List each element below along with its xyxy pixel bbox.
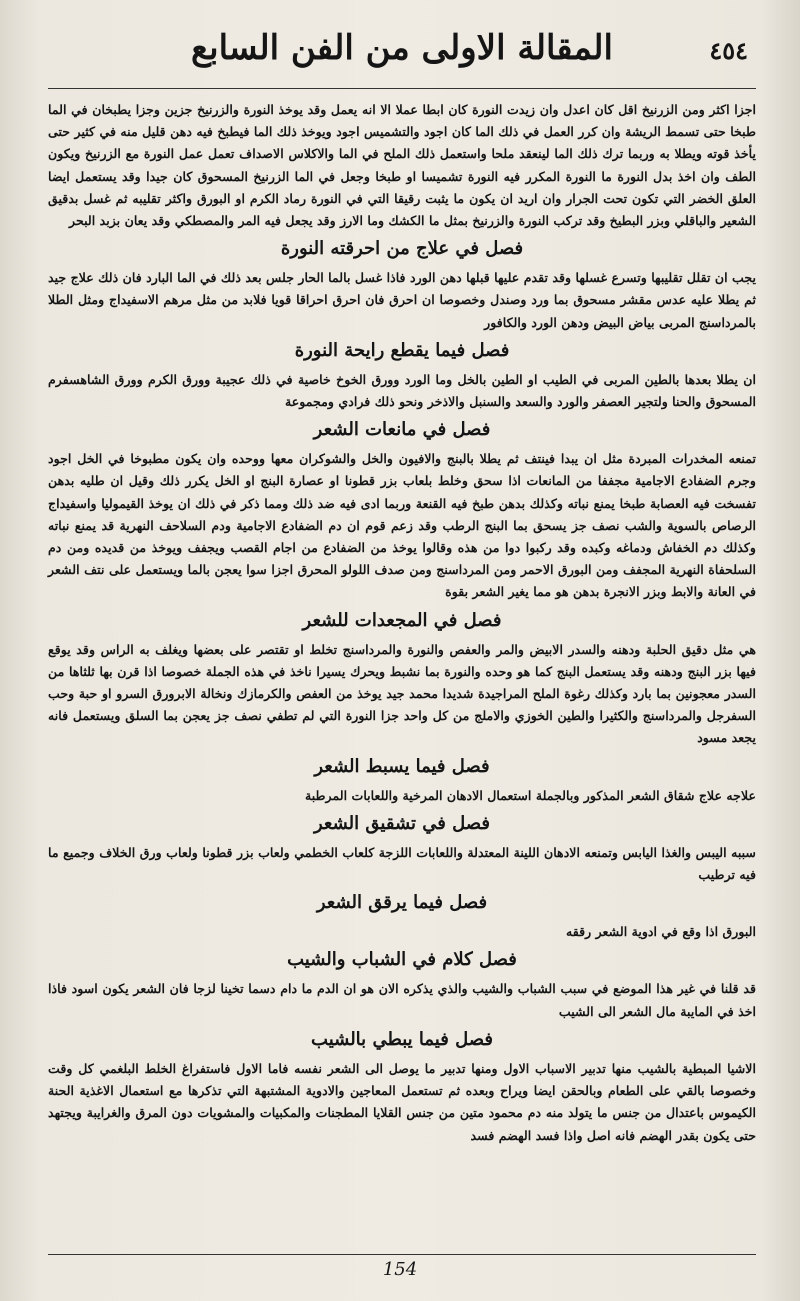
- body-paragraph: الاشيا المبطية بالشيب منها تدبير الاسباب الاول ومنها تدبير ما يوصل الى الشعر نفسه فاما الاول فاستفراغ الخلط البلغمي كل وقت وخصوصا بالقي على الطعام وبالحقن ايضا ويراح وبعده ثم تستعمل المعاجين والادوية المشتبهة التي تذكرها مع استعمال الاغذية الحنة الكيموس باعتدال من جنس ما يتولد منه دم محمود متين من جنس القلايا المطجنات والمكبيات والمشويات دون المرق والغرايبة ويجتهد حتى يكون بقدر الهضم فانه اصل واذا فسد الهضم فسد: [48, 1060, 756, 1143]
- section-heading: فصل في المجعدات للشعر: [302, 609, 502, 631]
- body-paragraph: قد قلنا في غير هذا الموضع في سبب الشباب والشيب والذي يذكره الان هو ان الدم ما دام دسما تخينا لزجا فان الشعر يكون اسود فاذا اخذ في المايبة مال الشعر الى الشيب: [48, 981, 756, 1019]
- body-paragraph: علاجه علاج شقاق الشعر المذكور وبالجملة استعمال الادهان المرخية واللعابات المرطبة: [304, 787, 756, 803]
- running-title: المقالة الاولى من الفن السابع: [191, 28, 613, 68]
- page-header: [48, 10, 756, 89]
- section-heading: فصل كلام في الشباب والشيب: [287, 949, 517, 971]
- body-paragraph: سببه اليبس والغذا اليابس وتمنعه الادهان اللينة المعتدلة واللعابات اللزجة كلعاب الخطمي ولعاب بزر قطونا ولعاب ورق الخلاف وجميع ما فيه ترطيب: [48, 844, 756, 883]
- body-paragraph: ان يطلا بعدها بالطين المربى في الطيب او الطين بالخل وما الورد وورق الخوخ خاصية في ذلك عجيبة وورق الكرم وورق الشاهسفرم المسحوق والحنا ولتجير العصفر والورد والسعد والسنبل والاذخر ونحو ذلك فرادي ومجموعة: [48, 371, 756, 410]
- section-heading: فصل فيما يرقق الشعر: [316, 892, 488, 914]
- body-paragraph: البورق اذا وقع في ادوية الشعر رققه: [566, 924, 756, 940]
- section-heading: فصل فيما يبطي بالشيب: [311, 1028, 493, 1050]
- page-body: [48, 99, 756, 1147]
- section-heading: فصل في علاج من احرقته النورة: [280, 238, 524, 260]
- body-paragraph: هي مثل دقيق الحلبة ودهنه والسدر الابيض والمر والعفص والنورة والمرداسنج تخلط او تقتصر على بعضها ويغلف به الراس وقد يوقع فيها بزر البنج ودهنه وقد يستعمل البنج كما هو وحده والنورة بما نشبط ويحرك يسيرا ناخذ في هذه الجملة خصوصا اذا قرن بها ثلثاها من السدر معجونين بما بارد وكذلك رغوة الملح المراجيدة شديدا محمد جيد يوخذ من العفص والكرمازك ونخالة الابرورق السرو او حبة وحب السفرجل والمرداسنج والكثيرا والطين الخوزي والاملج من كل واحد جزا النورة التي لم تطفي نصف جز يعجن بما السلق ويستعمل فانه يجعد مسود: [48, 641, 756, 746]
- body-paragraph: يجب ان تقلل تقليبها وتسرع غسلها وقد تقدم عليها قبلها دهن الورد فاذا غسل بالما الحار جلس بعد ذلك في الما البارد فان ذلك علاج جيد ثم يطلا عليه عدس مقشر مسحوق بما ورد وصندل وخصوصا ان احرق فان احرق احراقا قويا فلابد من مثل مرهم الاسفيداج ومثل الطلا بالمرداسنج المربى بياض البيض ودهن الورد والكافور: [48, 270, 756, 330]
- section-heading: فصل فيما يسبط الشعر: [314, 755, 490, 777]
- page-number-bottom: 154: [382, 1259, 418, 1280]
- footer-rule: [48, 1254, 756, 1255]
- section-heading: فصل فيما يقطع رايحة النورة: [294, 339, 510, 361]
- page-number-top: ٤٥٤: [709, 36, 748, 65]
- section-heading: فصل في مانعات الشعر: [313, 419, 491, 441]
- body-paragraph: تمنعه المخدرات المبردة مثل ان يبدا فينتف ثم يطلا بالبنج والافيون والخل والشوكران معها ووحده وان يكون مطبوخا في الخل اجود وجرم الضفادع الاجامية مجففا من المانعات اذا سحق وخلط بلعاب بزر قطونا او عصارة البنج او الخل يكرر ذلك وقيل ان طليه بدهن تفسخت فيه العصابة طبخا يمنع نباته وكذلك بدهن طبخ فيه القنعة وربما ادى فيه ضد ذلك ومما ذكر في ذلك ان يوخذ القيموليا واسفيداج الرصاص بالسوية والشب نصف جز يسحق بما البنج الرطب وقد زعم قوم ان دم الضفادع الاجامية ودم السلاحف النهرية قد يمنع نباته وكذلك دم الخفاش ودماغه وكبده وقد ركبوا دوا من هذه وقالوا يوخذ من الضفادع من اجام القصب ويجفف ويوخذ من قديده ومن دم السلحفاة النهرية المجفف ومن البورق الاحمر ومن المرداسنج ومن صدف اللولو المحرق اجزا سوا يعجن بالما ويستعمل على نتف الشعر في العانة والابط وبزر الانجرة بدهن هو مما يغير الشعر بقوة: [48, 451, 756, 600]
- body-paragraph: اجزا اكثر ومن الزرنيخ اقل كان اعدل وان زيدت النورة كان ابطا عملا الا انه يعمل وقد يوخذ النورة والزرنيخ جزين وجزا يطبخان في الما طبخا حتى تسمط الريشة وان كرر العمل في ذلك الما كان اجود والتشميس اجود ويوخذ ذلك الما فيطبخ فيه دهن قليل منه في كثير حتى يأخذ قوته ويطلا به وربما ترك ذلك الما لينعقد ملحا واستعمل ذلك الملح في الما والاكلاس الاصداف تعمل عمل النورة مع الزرنيخ ويكون الطف وان اخذ بدل النورة ما النورة المكرر فيه النورة تشميسا او طبخا وجعل في الما الزرنيخ المسحوق كان جيدا وقد يستعمل ايضا العلق الخضر التي تكون تحت الجرار وان اريد ان يكون ما يثبت رقيقا التي في النورة رماد الكرم او البورق واكثر تقليبه ثم غسل بدقيق الشعير والباقلي وبزر البطيخ وقد تركب النورة والزرنيخ بمثل ما الكشك وما الارز وقد يجعل فيه المر والمصطكي وقد يعان بزبد البحر: [48, 102, 756, 229]
- section-heading: فصل في تشقيق الشعر: [313, 812, 491, 834]
